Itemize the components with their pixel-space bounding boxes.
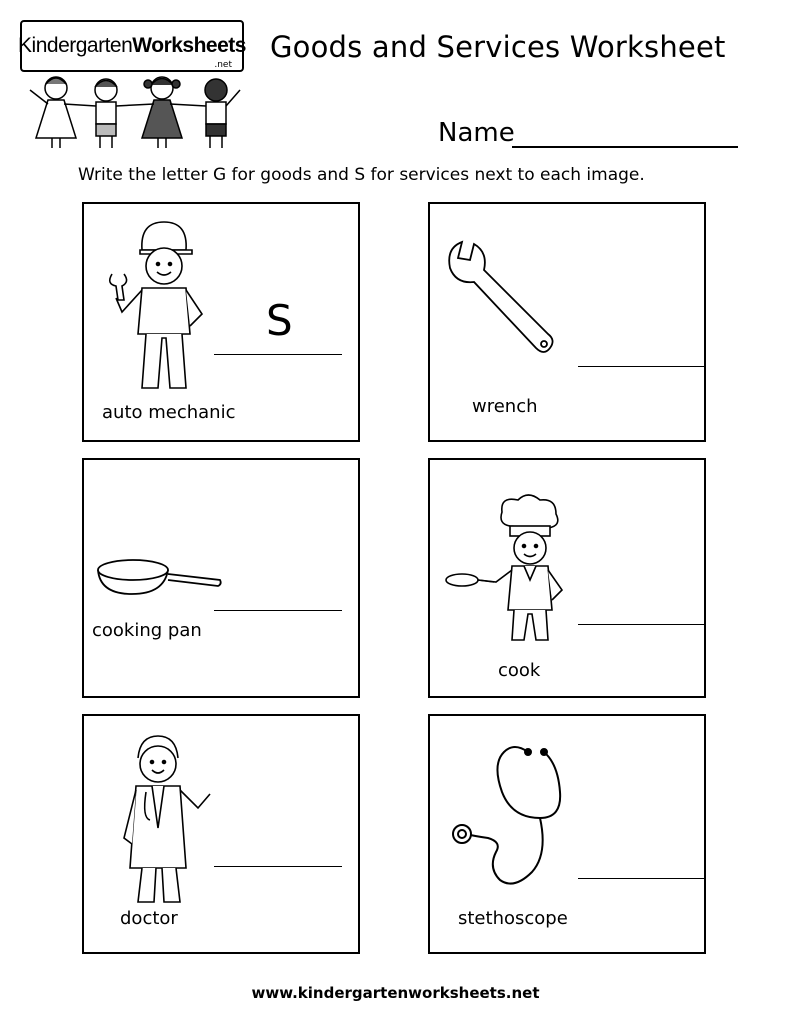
item-label: stethoscope	[458, 908, 568, 929]
answer-text: S	[266, 296, 293, 345]
logo-banner	[20, 20, 244, 72]
footer-url: www.kindergartenworksheets.net	[251, 984, 540, 1002]
item-card-cooking-pan	[82, 458, 360, 698]
item-label: cooking pan	[92, 620, 202, 641]
item-card-cook	[428, 458, 706, 698]
logo-suffix: .net	[214, 60, 232, 70]
item-label: wrench	[472, 396, 538, 417]
item-card-doctor	[82, 714, 360, 954]
answer-line[interactable]	[578, 878, 706, 879]
item-label: auto mechanic	[102, 402, 236, 423]
page-title: Goods and Services Worksheet	[270, 30, 726, 64]
answer-line[interactable]	[214, 610, 342, 611]
instructions: Write the letter G for goods and S for services next to each image.	[78, 165, 645, 185]
name-label: Name	[438, 118, 515, 148]
answer-line[interactable]	[214, 866, 342, 867]
mechanic-icon	[102, 214, 222, 394]
item-card-stethoscope	[428, 714, 706, 954]
logo	[16, 10, 252, 150]
logo-text	[18, 34, 246, 58]
item-card-wrench	[428, 202, 706, 442]
logo-text-part2: Worksheets	[132, 34, 246, 57]
answer-line[interactable]	[578, 624, 706, 625]
chef-icon	[438, 490, 578, 660]
logo-text-part1: Kindergarten	[18, 34, 133, 57]
answer-line[interactable]	[214, 354, 342, 355]
item-card-auto-mechanic	[82, 202, 360, 442]
name-field-line[interactable]	[512, 146, 738, 148]
wrench-icon	[444, 234, 564, 364]
item-label: doctor	[120, 908, 178, 929]
children-holding-hands-icon	[24, 70, 244, 150]
stethoscope-icon	[444, 734, 574, 904]
answer-line[interactable]	[578, 366, 706, 367]
item-label: cook	[498, 660, 541, 681]
doctor-icon	[102, 728, 232, 908]
pan-icon	[94, 554, 224, 614]
